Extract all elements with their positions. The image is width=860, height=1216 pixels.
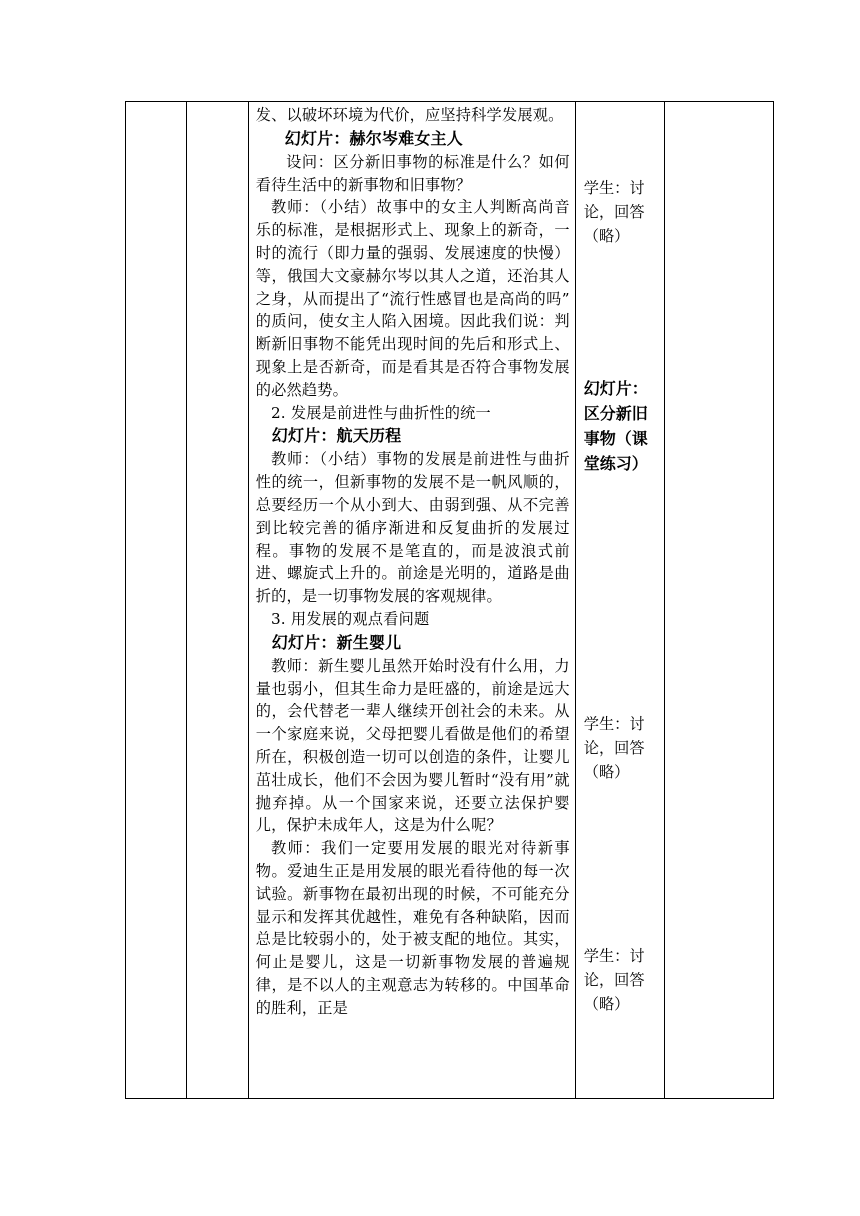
content-paragraph: 教师：我们一定要用发展的眼光对待新事物。爱迪生正是用发展的眼光看待他的每一次试验。新事物在最初出现的时候，不可能充分显示和发挥其优越性，难免有各种缺陷，因而总是比较弱小的，处于被支配的地位。其实，何止是婴儿，这是一切新事物发展的普遍规律，是不以人的主观意志为转移的。中国革命的胜利，正是: [255, 839, 570, 1017]
table-cell-col2: [187, 102, 248, 1099]
content-paragraph: 教师：（小结）故事中的女主人判断高尚音乐的标准，是根据形式上、现象上的新奇，一时的流行（即力量的强弱、发展速度的快慢）等，俄国大文豪赫尔岑以其人之道，还治其人之身，从而提出了“流行性感冒也是高尚的吗” 的质问，使女主人陷入困境。因此我们说：判断新旧事物不能凭出现时间的先后和形式上、现象上是否新奇，而是看其是否符合事物发展的必然趋势。: [255, 198, 570, 399]
content-paragraph: 教师：新生婴儿虽然开始时没有什么用，力量也弱小，但其生命力是旺盛的，前途是远大的，会代替老一辈人继续开创社会的未来。从一个家庭来说，父母把婴儿看做是他们的希望所在，积极创造一切可以创造的条件，让婴儿茁壮成长，他们不会因为婴儿暂时“没有用”就抛弃掉。从一个国家来说，还要立法保护婴儿，保护未成年人，这是为什么呢？: [255, 656, 570, 835]
table-cell-col5: [665, 102, 774, 1099]
slide-heading: 幻灯片：赫尔岑难女主人: [284, 128, 463, 148]
table-row: [126, 102, 774, 1099]
student-activity-cell: [575, 102, 665, 1099]
teaching-content: [249, 102, 575, 1098]
section-heading: 3. 用发展的观点看问题: [270, 609, 430, 628]
student-activity: [576, 102, 665, 1098]
content-paragraph: 教师：（小结）事物的发展是前进性与曲折性的统一，但新事物的发展不是一帆风顺的，总要经历一个从小到大、由弱到强、从不完善到比较完善的循序渐进和反复曲折的发展过程。事物的发展不是笔直的，而是波浪式前进、螺旋式上升的。前途是光明的，道路是曲折的，是一切事物发展的客观规律。: [255, 450, 570, 606]
content-paragraph: 发、以破坏环境为代价，应坚持科学发展观。: [255, 106, 564, 124]
table-cell-col1: [126, 102, 187, 1099]
student-response-note: 学生：讨论，回答（略）: [583, 179, 645, 245]
slide-heading: 幻灯片：航天历程: [271, 426, 402, 446]
content-paragraph: 设问：区分新旧事物的标准是什么？如何看待生活中的新事物和旧事物？: [255, 152, 570, 194]
student-response-note: 学生：讨论，回答（略）: [583, 715, 645, 781]
lesson-plan-table: [125, 101, 774, 1099]
slide-note: 幻灯片：区分新旧事物（课堂练习）: [583, 379, 648, 473]
student-response-note: 学生：讨论，回答（略）: [583, 947, 645, 1013]
section-heading: 2. 发展是前进性与曲折性的统一: [270, 403, 491, 422]
slide-heading: 幻灯片：新生婴儿: [271, 632, 402, 652]
teaching-content-cell: [248, 102, 575, 1099]
